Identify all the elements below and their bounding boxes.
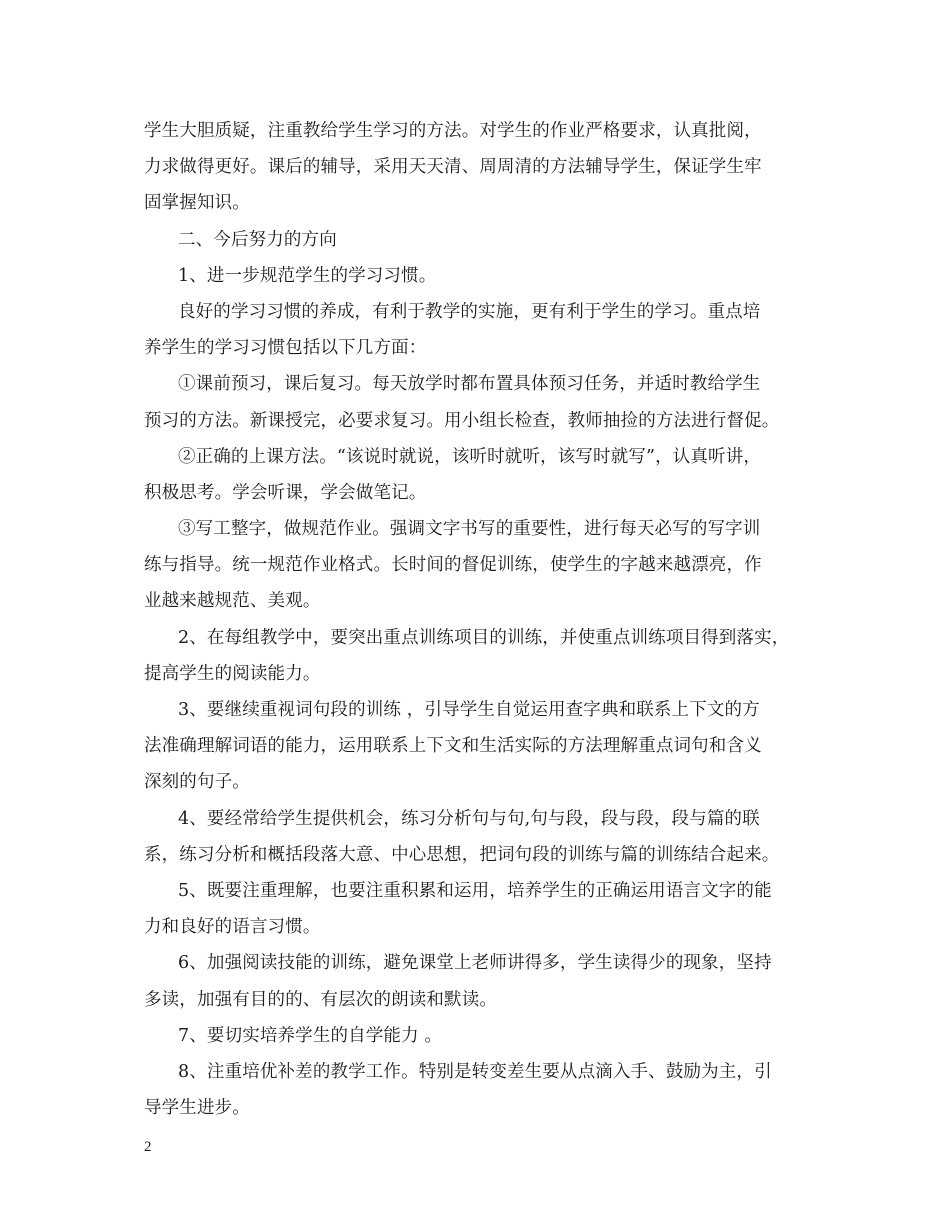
paragraph-line: 学生大胆质疑，注重教给学生学习的方法。对学生的作业严格要求，认真批阅， — [144, 121, 762, 141]
section-heading: 二、今后努力的方向 — [178, 229, 337, 250]
paragraph-line: 预习的方法。新课授完，必要求复习。用小组长检查，教师抽捡的方法进行督促。 — [144, 410, 780, 431]
paragraph-line: 系，练习分析和概括段落大意、中心思想，把词句段的训练与篇的训练结合起来。 — [144, 844, 780, 865]
list-item-heading: 2、在每组教学中，要突出重点训练项目的训练，并使重点训练项目得到落实， — [178, 627, 790, 648]
document-body — [144, 113, 816, 1126]
paragraph-line: 业越来越规范、美观。 — [144, 591, 321, 612]
paragraph-line: 积极思考。学会听课，学会做笔记。 — [144, 482, 427, 503]
list-item-heading: 3、要继续重视词句段的训练 ，引导学生自觉运用查字典和联系上下文的方 — [178, 700, 760, 720]
list-item-heading: 8、注重培优补差的教学工作。特别是转变差生要从点滴入手、鼓励为主，引 — [178, 1061, 772, 1082]
paragraph-line: 固掌握知识。 — [144, 193, 250, 214]
list-item-heading: 4、要经常给学生提供机会，练习分析句与句,句与段，段与段，段与篇的联 — [178, 808, 760, 829]
list-item-heading: 1、进一步规范学生的学习习惯。 — [178, 265, 437, 286]
paragraph-line: ②正确的上课方法。“该说时就说，该听时就听，该写时就写”，认真听讲， — [178, 446, 761, 467]
page-number: 2 — [144, 1139, 152, 1155]
paragraph-line: 力求做得更好。课后的辅导，采用天天清、周周清的方法辅导学生，保证学生牢 — [144, 157, 762, 178]
paragraph-line: 法准确理解词语的能力，运用联系上下文和生活实际的方法理解重点词句和含义 — [144, 736, 762, 757]
paragraph-line: 良好的学习习惯的养成，有利于教学的实施，更有利于学生的学习。重点培 — [178, 301, 761, 322]
paragraph-line: 深刻的句子。 — [144, 772, 250, 793]
paragraph-line: ③写工整字，做规范作业。强调文字书写的重要性，进行每天必写的写字训 — [178, 519, 761, 540]
list-item-heading: 6、加强阅读技能的训练，避免课堂上老师讲得多，学生读得少的现象，坚持 — [178, 953, 772, 974]
paragraph-line: 提高学生的阅读能力。 — [144, 663, 321, 684]
paragraph-line: 练与指导。统一规范作业格式。长时间的督促训练，使学生的字越来越漂亮，作 — [144, 555, 762, 576]
paragraph-line: 多读，加强有目的的、有层次的朗读和默读。 — [144, 989, 497, 1010]
list-item-heading: 5、既要注重理解，也要注重积累和运用，培养学生的正确运用语言文字的能 — [178, 880, 772, 901]
paragraph-line: 力和良好的语言习惯。 — [144, 917, 321, 938]
paragraph-line: 导学生进步。 — [144, 1098, 250, 1119]
paragraph-line: ①课前预习，课后复习。每天放学时都布置具体预习任务，并适时教给学生 — [178, 374, 761, 395]
list-item-heading: 7、要切实培养学生的自学能力 。 — [178, 1025, 443, 1046]
paragraph-line: 养学生的学习习惯包括以下几方面： — [144, 338, 427, 359]
